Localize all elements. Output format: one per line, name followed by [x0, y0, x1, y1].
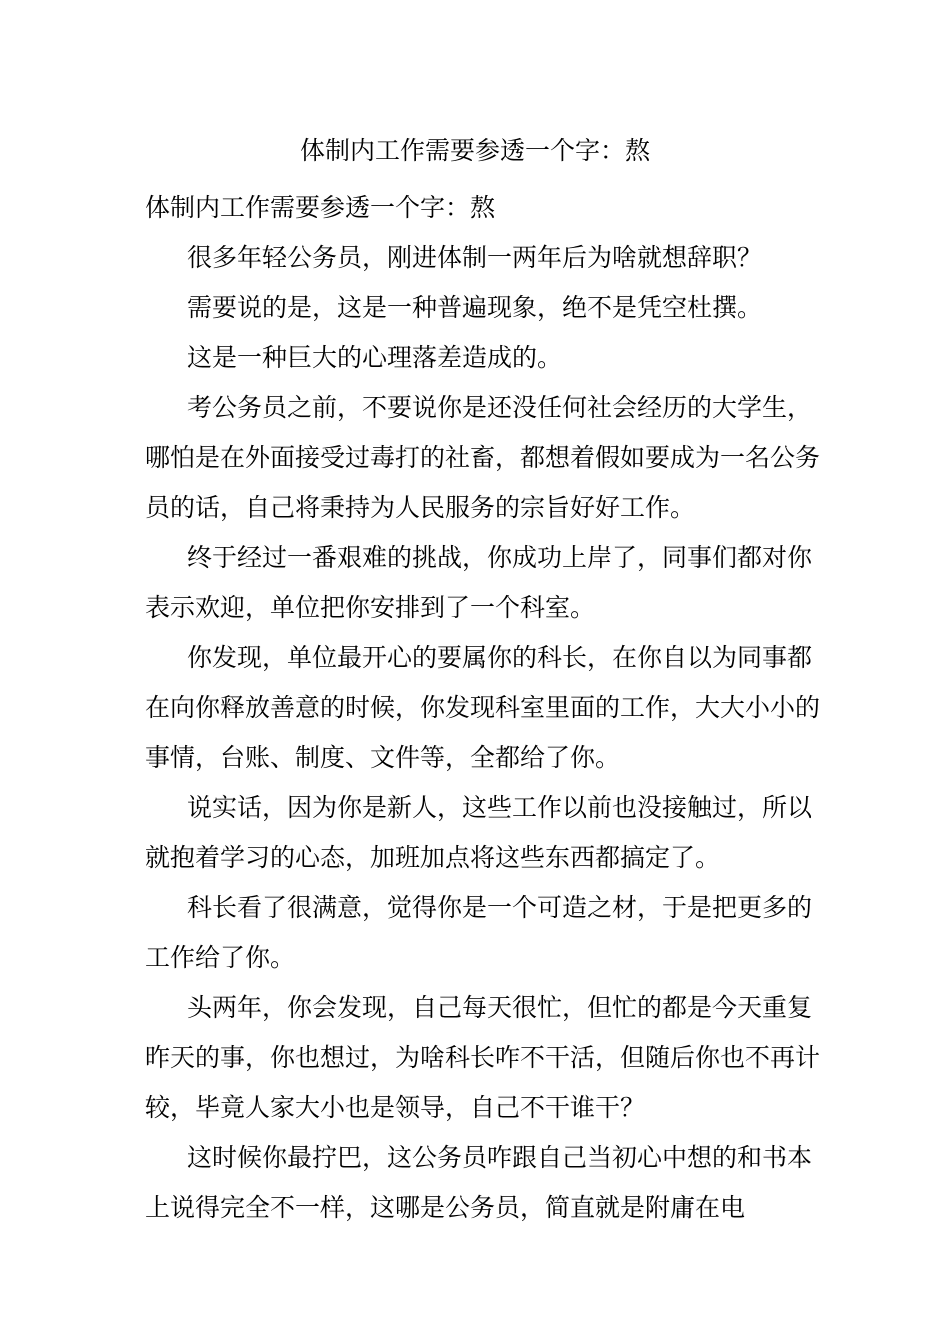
paragraph: 这是一种巨大的心理落差造成的。 — [187, 343, 563, 372]
document-body — [145, 183, 825, 1233]
paragraph: 科长看了很满意，觉得你是一个可造之材，于是把更多的工作给了你。 — [145, 893, 813, 972]
document-title: 体制内工作需要参透一个字：熬 — [299, 136, 650, 165]
paragraph: 很多年轻公务员，刚进体制一两年后为啥就想辞职？ — [187, 243, 763, 272]
paragraph: 头两年，你会发现，自己每天很忙，但忙的都是今天重复昨天的事，你也想过，为啥科长咋不干活，但随后你也不再计较，毕竟人家大小也是领导，自己不干谁干？ — [145, 993, 821, 1122]
paragraph: 终于经过一番艰难的挑战，你成功上岸了，同事们都对你表示欢迎，单位把你安排到了一个科室。 — [145, 543, 813, 622]
paragraph: 说实话，因为你是新人，这些工作以前也没接触过，所以就抱着学习的心态，加班加点将这些东西都搞定了。 — [145, 793, 813, 872]
paragraph: 考公务员之前，不要说你是还没任何社会经历的大学生，哪怕是在外面接受过毒打的社畜，都想着假如要成为一名公务员的话，自己将秉持为人民服务的宗旨好好工作。 — [145, 393, 821, 522]
paragraph: 这时候你最拧巴，这公务员咋跟自己当初心中想的和书本上说得完全不一样，这哪是公务员，简直就是附庸在电 — [145, 1143, 813, 1222]
document-subtitle: 体制内工作需要参透一个字：熬 — [145, 193, 496, 222]
paragraph: 需要说的是，这是一种普遍现象，绝不是凭空杜撰。 — [187, 293, 763, 322]
paragraph: 你发现，单位最开心的要属你的科长，在你自以为同事都在向你释放善意的时候，你发现科室里面的工作，大大小小的事情，台账、制度、文件等，全都给了你。 — [145, 643, 821, 772]
